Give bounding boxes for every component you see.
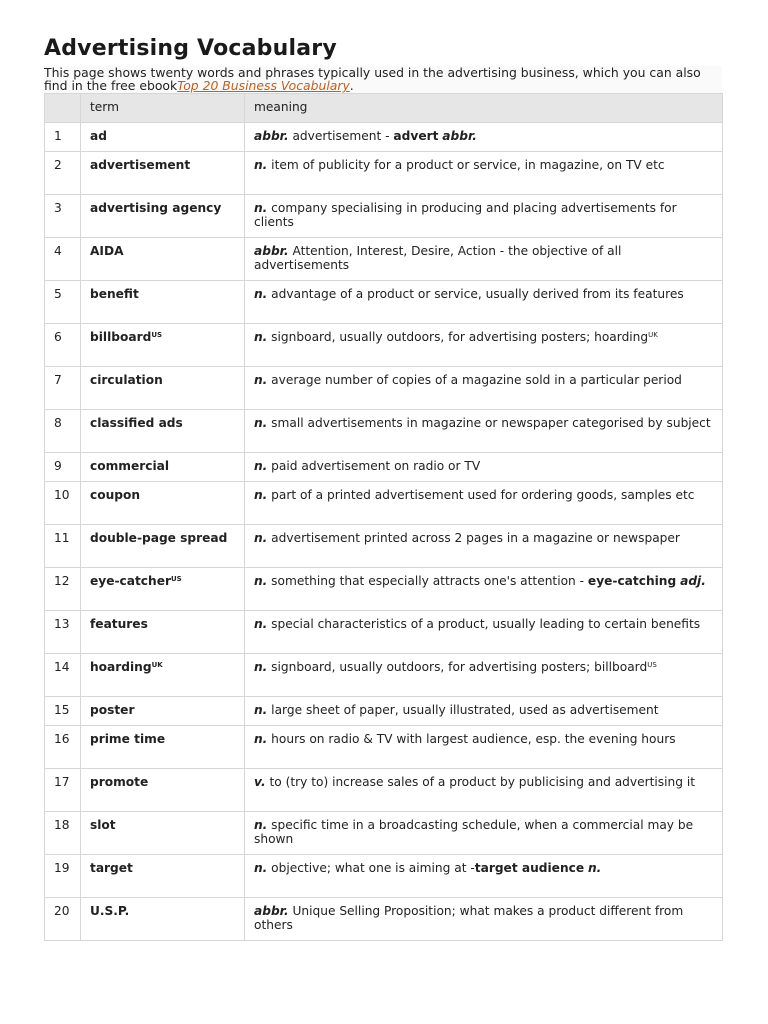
meaning-cell	[245, 568, 723, 611]
ebook-link[interactable]: Top 20 Business Vocabulary	[177, 78, 350, 93]
definition-region-superscript: US	[647, 661, 657, 669]
part-of-speech: n.	[254, 373, 268, 387]
part-of-speech: n.	[254, 861, 268, 875]
term-cell	[81, 123, 245, 152]
term-text: AIDA	[90, 244, 124, 258]
meaning-cell	[245, 812, 723, 855]
table-row	[45, 525, 723, 568]
row-number: 11	[45, 525, 81, 568]
meaning-cell	[245, 281, 723, 324]
header-meaning: meaning	[245, 94, 723, 123]
row-number: 1	[45, 123, 81, 152]
definition-text: advertisement printed across 2 pages in a magazine or newspaper	[267, 531, 680, 545]
table-row	[45, 410, 723, 453]
table-row	[45, 281, 723, 324]
table-row	[45, 367, 723, 410]
row-number: 8	[45, 410, 81, 453]
row-number: 18	[45, 812, 81, 855]
meaning-cell	[245, 697, 723, 726]
part-of-speech: n.	[254, 660, 268, 674]
table-row	[45, 324, 723, 367]
term-cell	[81, 367, 245, 410]
part-of-speech: n.	[254, 459, 268, 473]
table-row	[45, 654, 723, 697]
row-number: 10	[45, 482, 81, 525]
meaning-cell	[245, 152, 723, 195]
row-number: 16	[45, 726, 81, 769]
table-row	[45, 697, 723, 726]
meaning-cell	[245, 525, 723, 568]
term-text: prime time	[90, 732, 166, 746]
term-text: poster	[90, 703, 135, 717]
related-term: target audience	[474, 861, 585, 875]
page-title: Advertising Vocabulary	[44, 36, 337, 61]
table-row	[45, 123, 723, 152]
term-cell	[81, 769, 245, 812]
row-number: 19	[45, 855, 81, 898]
definition-text: small advertisements in magazine or newspaper categorised by subject	[267, 416, 711, 430]
intro-end: .	[349, 78, 354, 93]
table-row	[45, 152, 723, 195]
row-number: 3	[45, 195, 81, 238]
row-number: 17	[45, 769, 81, 812]
term-text: U.S.P.	[90, 904, 130, 918]
intro-text: This page shows twenty words and phrases typically used in the advertising business, which you can also find in the free ebook	[44, 65, 701, 93]
term-text: eye-catcher	[90, 574, 171, 588]
table-row	[45, 238, 723, 281]
definition-text: advantage of a product or service, usually derived from its features	[267, 287, 684, 301]
definition-text: company specialising in producing and placing advertisements for clients	[254, 201, 677, 229]
related-term: eye-catching	[587, 574, 677, 588]
term-cell	[81, 482, 245, 525]
part-of-speech: n.	[254, 158, 268, 172]
definition-text: specific time in a broadcasting schedule, when a commercial may be shown	[254, 818, 694, 846]
document-page	[44, 34, 722, 941]
table-row	[45, 769, 723, 812]
term-text: advertisement	[90, 158, 191, 172]
term-text: commercial	[90, 459, 170, 473]
part-of-speech: v.	[254, 775, 266, 789]
table-row	[45, 812, 723, 855]
table-row	[45, 611, 723, 654]
part-of-speech: n.	[254, 703, 268, 717]
definition-text: average number of copies of a magazine sold in a particular period	[267, 373, 682, 387]
table-row	[45, 568, 723, 611]
term-text: classified ads	[90, 416, 183, 430]
row-number: 9	[45, 453, 81, 482]
meaning-cell	[245, 410, 723, 453]
row-number: 6	[45, 324, 81, 367]
definition-text: signboard, usually outdoors, for advertising posters; hoarding	[267, 330, 649, 344]
table-row	[45, 482, 723, 525]
meaning-cell	[245, 367, 723, 410]
definition-text: Unique Selling Proposition; what makes a product different from others	[254, 904, 684, 932]
term-cell	[81, 195, 245, 238]
term-cell	[81, 654, 245, 697]
term-text: coupon	[90, 488, 141, 502]
row-number: 15	[45, 697, 81, 726]
part-of-speech: n.	[254, 201, 268, 215]
definition-text: paid advertisement on radio or TV	[267, 459, 481, 473]
table-header-row	[45, 94, 723, 123]
term-cell	[81, 726, 245, 769]
definition-text: special characteristics of a product, usually leading to certain benefits	[267, 617, 701, 631]
term-cell	[81, 152, 245, 195]
definition-text: part of a printed advertisement used for ordering goods, samples etc	[267, 488, 695, 502]
definition-text: objective; what one is aiming at -	[267, 861, 475, 875]
related-term: advert	[393, 129, 439, 143]
part-of-speech: n.	[254, 617, 268, 631]
definition-text: something that especially attracts one's attention -	[267, 574, 588, 588]
table-row	[45, 898, 723, 941]
term-text: double-page spread	[90, 531, 228, 545]
meaning-cell	[245, 324, 723, 367]
meaning-cell	[245, 726, 723, 769]
term-text: ad	[90, 129, 107, 143]
definition-region-superscript: UK	[648, 331, 658, 339]
definition-text: to (try to) increase sales of a product by publicising and advertising it	[265, 775, 696, 789]
part-of-speech: n.	[254, 818, 268, 832]
related-part-of-speech: abbr.	[442, 129, 477, 143]
term-region-superscript: US	[151, 331, 163, 339]
part-of-speech: abbr.	[254, 244, 289, 258]
term-region-superscript: US	[171, 575, 182, 583]
part-of-speech: abbr.	[254, 129, 289, 143]
part-of-speech: n.	[254, 330, 268, 344]
table-row	[45, 726, 723, 769]
part-of-speech: n.	[254, 732, 268, 746]
meaning-cell	[245, 195, 723, 238]
row-number: 4	[45, 238, 81, 281]
part-of-speech: n.	[254, 416, 268, 430]
meaning-cell	[245, 769, 723, 812]
meaning-cell	[245, 482, 723, 525]
related-part-of-speech: n.	[588, 861, 602, 875]
part-of-speech: n.	[254, 574, 268, 588]
term-text: advertising agency	[90, 201, 222, 215]
meaning-cell	[245, 898, 723, 941]
intro-paragraph	[44, 66, 722, 93]
meaning-cell	[245, 123, 723, 152]
part-of-speech: n.	[254, 531, 268, 545]
term-text: features	[90, 617, 148, 631]
related-part-of-speech: adj.	[680, 574, 706, 588]
header-term: term	[81, 94, 245, 123]
term-cell	[81, 855, 245, 898]
row-number: 2	[45, 152, 81, 195]
term-text: slot	[90, 818, 116, 832]
definition-text: large sheet of paper, usually illustrated, used as advertisement	[267, 703, 659, 717]
definition-text: advertisement -	[288, 129, 394, 143]
term-text: benefit	[90, 287, 139, 301]
meaning-cell	[245, 654, 723, 697]
term-text: promote	[90, 775, 149, 789]
definition-text: item of publicity for a product or service, in magazine, on TV etc	[267, 158, 665, 172]
row-number: 13	[45, 611, 81, 654]
term-cell	[81, 898, 245, 941]
vocabulary-table	[44, 93, 723, 941]
table-row	[45, 453, 723, 482]
term-cell	[81, 324, 245, 367]
row-number: 7	[45, 367, 81, 410]
term-text: circulation	[90, 373, 163, 387]
term-text: hoarding	[90, 660, 152, 674]
meaning-cell	[245, 611, 723, 654]
meaning-cell	[245, 453, 723, 482]
meaning-cell	[245, 238, 723, 281]
definition-text: Attention, Interest, Desire, Action - the objective of all advertisements	[254, 244, 622, 272]
table-body	[45, 123, 723, 941]
term-cell	[81, 568, 245, 611]
term-text: billboard	[90, 330, 152, 344]
definition-text: hours on radio & TV with largest audience, esp. the evening hours	[267, 732, 676, 746]
row-number: 12	[45, 568, 81, 611]
term-cell	[81, 453, 245, 482]
term-cell	[81, 525, 245, 568]
definition-text: signboard, usually outdoors, for advertising posters; billboard	[267, 660, 648, 674]
table-row	[45, 855, 723, 898]
row-number: 20	[45, 898, 81, 941]
part-of-speech: n.	[254, 488, 268, 502]
term-cell	[81, 697, 245, 726]
table-row	[45, 195, 723, 238]
row-number: 14	[45, 654, 81, 697]
part-of-speech: abbr.	[254, 904, 289, 918]
term-cell	[81, 611, 245, 654]
term-region-superscript: UK	[151, 661, 163, 669]
term-cell	[81, 281, 245, 324]
term-cell	[81, 812, 245, 855]
header-number	[45, 94, 81, 123]
term-cell	[81, 238, 245, 281]
meaning-cell	[245, 855, 723, 898]
part-of-speech: n.	[254, 287, 268, 301]
term-text: target	[90, 861, 133, 875]
row-number: 5	[45, 281, 81, 324]
term-cell	[81, 410, 245, 453]
